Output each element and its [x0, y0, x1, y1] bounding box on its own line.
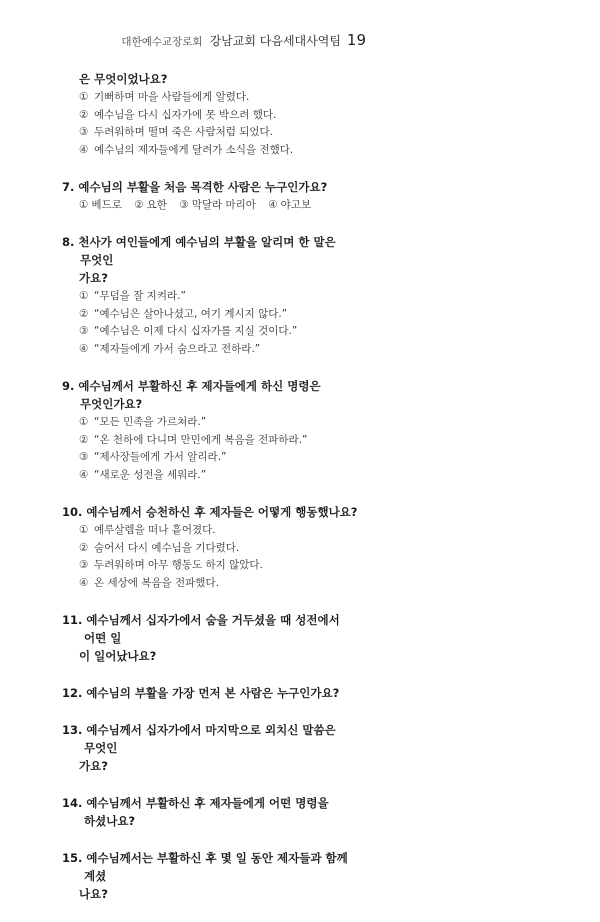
option-text: “새로운 성전을 세워라.”	[94, 468, 207, 481]
header-team: 강남교회 다음세대사역팀	[209, 34, 341, 48]
option-item	[62, 288, 360, 306]
option-item	[62, 306, 360, 324]
option-text: 기뻐하며 마을 사람들에게 알렸다.	[94, 91, 250, 103]
question-13	[62, 721, 360, 775]
option-marker: ③	[179, 199, 189, 211]
option-text: “무덤을 잘 지켜라.”	[94, 290, 186, 302]
option-text: 야고보	[280, 199, 312, 211]
question-10	[62, 503, 360, 592]
option-text: 베드로	[91, 199, 122, 211]
question-15	[62, 849, 360, 903]
question-9	[62, 377, 360, 484]
question-8-options	[62, 288, 360, 358]
option-item	[62, 467, 360, 485]
option-text: 두려워하며 아무 행동도 하지 않았다.	[94, 559, 263, 571]
option-marker: ②	[79, 433, 89, 446]
question-9-options	[62, 414, 360, 484]
option-marker: ①	[79, 290, 89, 302]
option-text: 숨어서 다시 예수님을 기다렸다.	[94, 541, 240, 554]
option-text: 요한	[146, 199, 167, 211]
option-item	[62, 323, 360, 341]
question-15-text: 15. 예수님께서는 부활하신 후 몇 일 동안 제자들과 함께 계셨	[62, 851, 348, 883]
question-11-text: 11. 예수님께서 십자가에서 숨을 거두셨을 때 성전에서 어떤 일	[62, 613, 340, 645]
question-10-text: 10. 예수님께서 승천하신 후 제자들은 어떻게 행동했나요?	[62, 505, 358, 519]
option-item	[62, 522, 360, 540]
header-org: 대한예수교장로회	[121, 36, 203, 48]
option-text: “제자들에게 가서 숨으라고 전하라.”	[94, 342, 261, 355]
option-text: “모든 민족을 가르쳐라.”	[94, 416, 207, 428]
option-item	[62, 89, 360, 107]
option-marker: ④	[79, 342, 89, 355]
option-marker: ①	[79, 199, 89, 211]
option-item	[62, 557, 360, 575]
option-text: 예루살렘을 떠나 흩어졌다.	[94, 524, 216, 536]
option-text: “예수님은 이제 다시 십자가를 지실 것이다.”	[94, 325, 298, 337]
option-marker: ②	[79, 307, 89, 320]
page-header	[118, 30, 366, 52]
option-item	[62, 124, 360, 142]
question-11	[62, 611, 360, 665]
question-7-text: 7. 예수님의 부활을 처음 목격한 사람은 누구인가요?	[62, 180, 328, 194]
question-11-text-cont: 이 일어났나요?	[79, 649, 157, 663]
option-text: “제사장들에게 가서 알리라.”	[94, 451, 227, 463]
option-marker: ③	[79, 559, 89, 571]
option-item	[62, 575, 360, 593]
option-marker: ④	[79, 143, 89, 156]
question-12	[62, 684, 360, 702]
option-item	[134, 199, 167, 211]
option-text: 막달라 마리아	[191, 199, 256, 211]
question-6	[62, 70, 360, 159]
option-marker: ③	[79, 325, 89, 337]
question-7-options	[62, 196, 360, 214]
option-item	[179, 199, 256, 211]
option-marker: ①	[79, 524, 89, 536]
question-12-text: 12. 예수님의 부활을 가장 먼저 본 사람은 누구인가요?	[62, 686, 340, 700]
question-8-text-cont: 가요?	[79, 271, 108, 285]
option-item	[62, 432, 360, 450]
option-text: 두려워하며 떨며 죽은 사람처럼 되었다.	[94, 126, 273, 138]
option-marker: ④	[268, 199, 278, 211]
question-10-options	[62, 522, 360, 592]
option-marker: ②	[79, 108, 89, 121]
option-item	[62, 449, 360, 467]
question-7	[62, 178, 360, 214]
option-marker: ④	[79, 468, 89, 481]
question-6-text: 은 무엇이었나요?	[79, 72, 168, 86]
option-marker: ①	[79, 416, 89, 428]
question-list	[62, 70, 360, 922]
question-14-text: 14. 예수님께서 부활하신 후 제자들에게 어떤 명령을 하셨나요?	[62, 796, 329, 828]
option-text: 예수님의 제자들에게 달려가 소식을 전했다.	[94, 143, 294, 156]
option-marker: ④	[79, 576, 89, 589]
option-item	[62, 540, 360, 558]
option-marker: ③	[79, 451, 89, 463]
question-15-text-cont: 나요?	[79, 887, 108, 901]
question-13-text-cont: 가요?	[79, 759, 108, 773]
question-8-text: 8. 천사가 여인들에게 예수님의 부활을 알리며 한 말은 무엇인	[62, 235, 336, 267]
question-14	[62, 794, 360, 830]
question-6-options	[62, 89, 360, 159]
question-9-text: 9. 예수님께서 부활하신 후 제자들에게 하신 명령은 무엇인가요?	[62, 379, 321, 411]
option-item	[268, 199, 311, 211]
question-13-text: 13. 예수님께서 십자가에서 마지막으로 외치신 말씀은 무엇인	[62, 723, 336, 755]
option-marker: ③	[79, 126, 89, 138]
option-marker: ②	[79, 541, 89, 554]
option-marker: ①	[79, 91, 89, 103]
option-text: “예수님은 살아나셨고, 여기 계시지 않다.”	[94, 307, 288, 320]
option-item	[62, 414, 360, 432]
option-item	[62, 142, 360, 160]
option-item	[79, 199, 122, 211]
option-text: “온 천하에 다니며 만민에게 복음을 전파하라.”	[94, 433, 308, 446]
option-item	[62, 107, 360, 125]
option-marker: ②	[134, 199, 144, 211]
option-text: 온 세상에 복음을 전파했다.	[94, 576, 219, 589]
option-item	[62, 341, 360, 359]
option-text: 예수님을 다시 십자가에 못 박으려 했다.	[94, 108, 277, 121]
question-8	[62, 233, 360, 358]
page-number: 19	[346, 31, 366, 49]
